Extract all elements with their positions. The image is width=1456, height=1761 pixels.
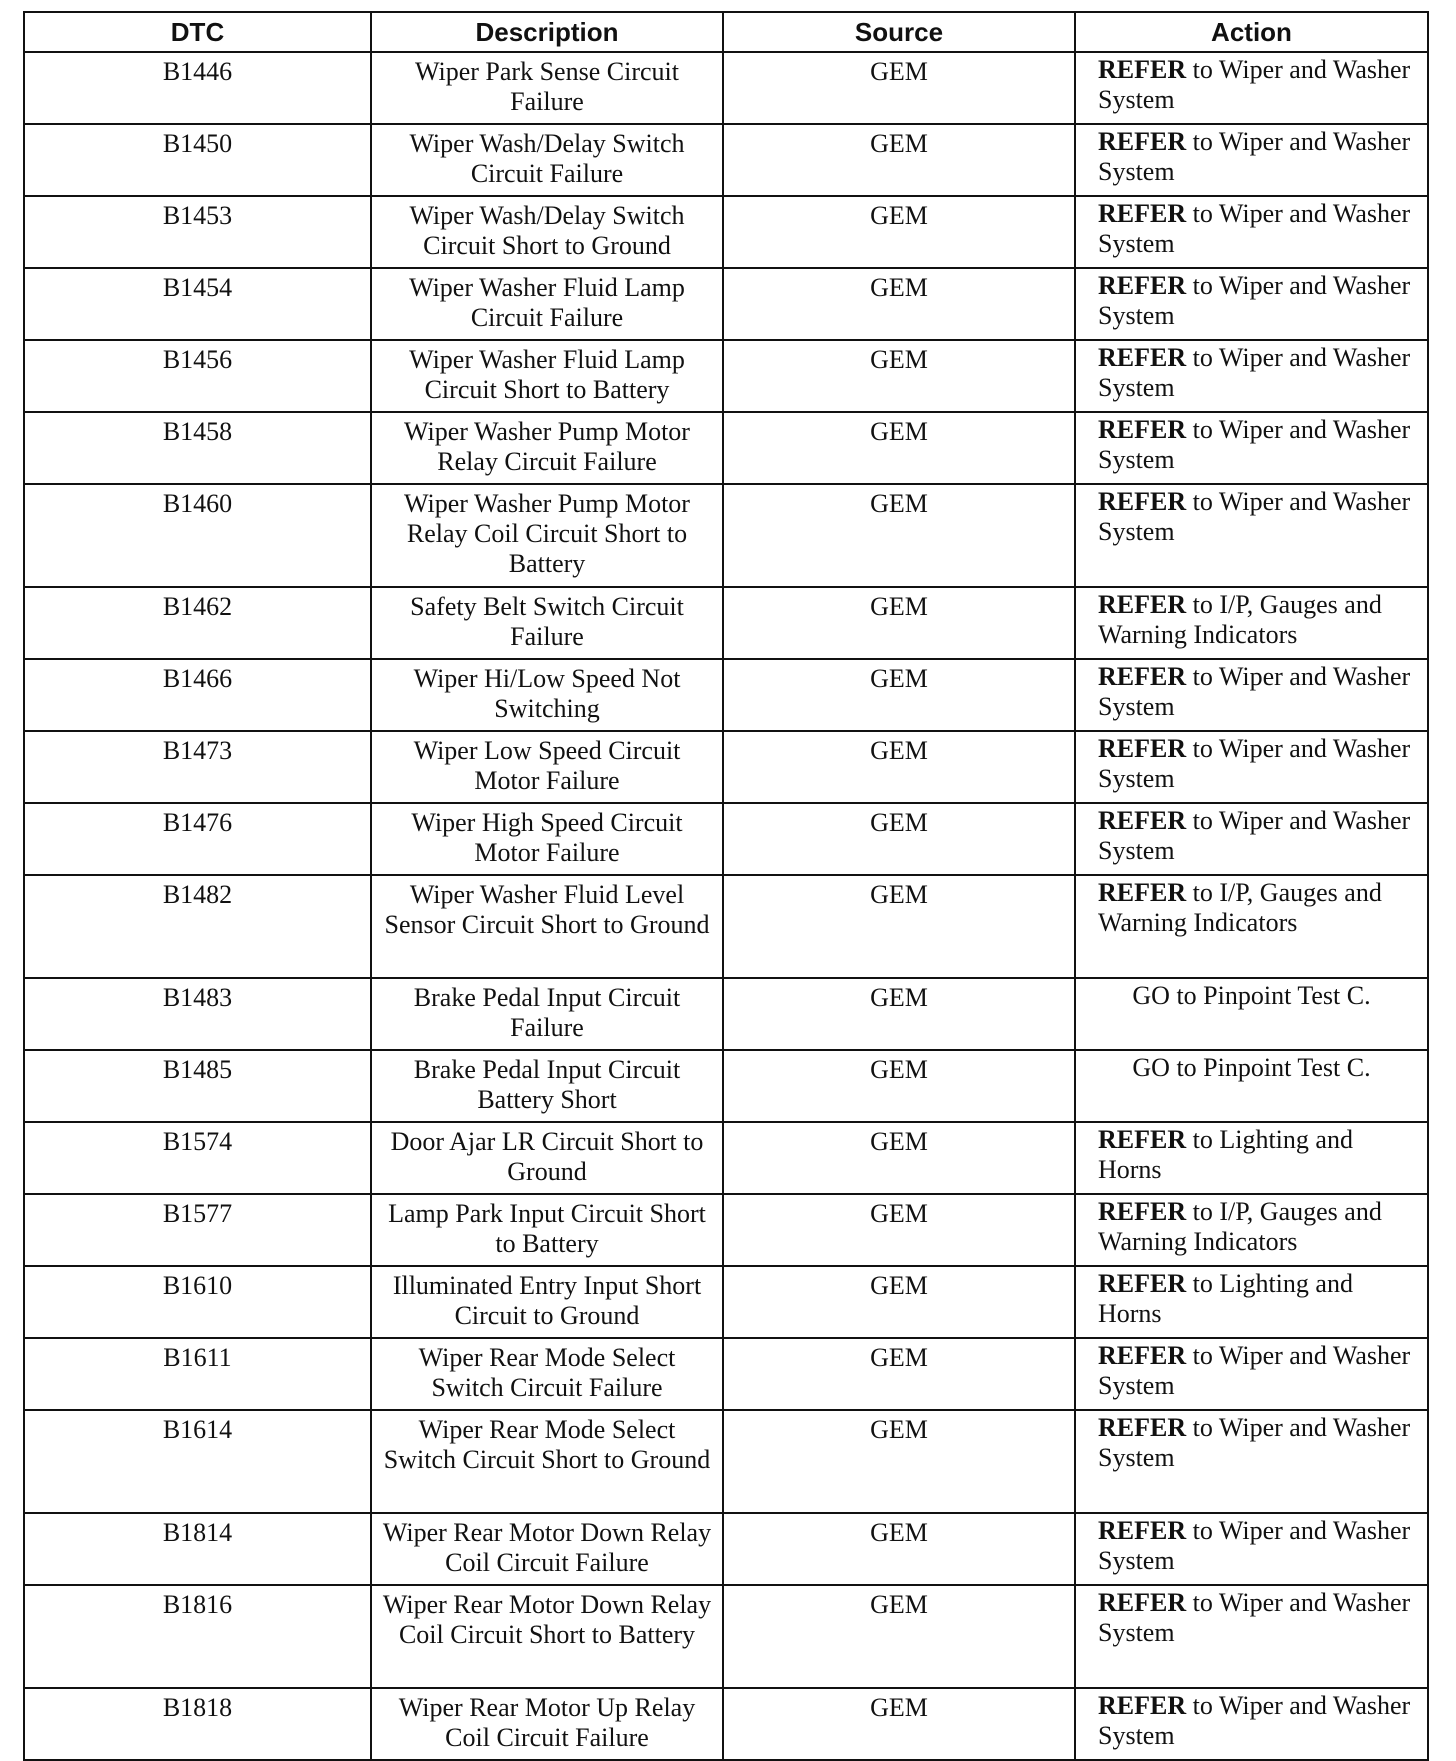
action-rest: to Wiper and Washer System (1098, 806, 1411, 865)
cell-description: Brake Pedal Input Circuit Battery Short (371, 1050, 723, 1122)
cell-description: Door Ajar LR Circuit Short to Ground (371, 1122, 723, 1194)
cell-dtc: B1577 (24, 1194, 371, 1266)
table-row (24, 484, 1428, 587)
action-rest: to Pinpoint Test C. (1169, 981, 1371, 1010)
cell-dtc: B1458 (24, 412, 371, 484)
cell-action (1075, 1410, 1428, 1513)
action-lead: REFER (1098, 199, 1187, 228)
action-lead: REFER (1098, 1125, 1187, 1154)
action-rest: to Wiper and Washer System (1098, 1691, 1411, 1750)
action-rest: to Wiper and Washer System (1098, 734, 1411, 793)
cell-dtc: B1456 (24, 340, 371, 412)
table-row (24, 1194, 1428, 1266)
cell-dtc: B1483 (24, 978, 371, 1050)
table-body (24, 52, 1428, 1760)
action-rest: to I/P, Gauges and Warning Indicators (1098, 878, 1382, 937)
action-lead: REFER (1098, 1413, 1187, 1442)
action-rest: to Wiper and Washer System (1098, 271, 1411, 330)
action-lead: REFER (1098, 734, 1187, 763)
action-rest: to Wiper and Washer System (1098, 1413, 1411, 1472)
cell-dtc: B1574 (24, 1122, 371, 1194)
cell-source: GEM (723, 1688, 1075, 1760)
action-lead: REFER (1098, 1691, 1187, 1720)
action-rest: to Wiper and Washer System (1098, 1516, 1411, 1575)
cell-action (1075, 978, 1428, 1050)
action-rest: to Wiper and Washer System (1098, 1588, 1411, 1647)
header-row (24, 12, 1428, 52)
table-row (24, 268, 1428, 340)
cell-action (1075, 1194, 1428, 1266)
cell-dtc: B1454 (24, 268, 371, 340)
cell-source: GEM (723, 412, 1075, 484)
cell-source: GEM (723, 587, 1075, 659)
cell-dtc: B1485 (24, 1050, 371, 1122)
cell-action (1075, 1266, 1428, 1338)
table-row (24, 659, 1428, 731)
cell-dtc: B1814 (24, 1513, 371, 1585)
cell-source: GEM (723, 196, 1075, 268)
cell-dtc: B1611 (24, 1338, 371, 1410)
action-lead: REFER (1098, 343, 1187, 372)
cell-dtc: B1466 (24, 659, 371, 731)
cell-description: Wiper Rear Mode Select Switch Circuit Failure (371, 1338, 723, 1410)
table-row (24, 52, 1428, 124)
action-rest: to Wiper and Washer System (1098, 662, 1411, 721)
action-lead: GO (1132, 981, 1170, 1010)
action-lead: REFER (1098, 1269, 1187, 1298)
cell-dtc: B1473 (24, 731, 371, 803)
table-row (24, 1585, 1428, 1688)
header-dtc: DTC (24, 12, 371, 52)
cell-source: GEM (723, 484, 1075, 587)
table-row (24, 1122, 1428, 1194)
action-lead: REFER (1098, 1197, 1187, 1226)
table-row (24, 1050, 1428, 1122)
cell-action (1075, 52, 1428, 124)
cell-action (1075, 659, 1428, 731)
cell-description: Wiper Washer Fluid Level Sensor Circuit Short to Ground (371, 875, 723, 978)
action-rest: to Wiper and Washer System (1098, 343, 1411, 402)
action-rest: to I/P, Gauges and Warning Indicators (1098, 1197, 1382, 1256)
action-rest: to I/P, Gauges and Warning Indicators (1098, 590, 1382, 649)
cell-source: GEM (723, 1513, 1075, 1585)
action-rest: to Wiper and Washer System (1098, 199, 1411, 258)
cell-dtc: B1462 (24, 587, 371, 659)
cell-source: GEM (723, 1585, 1075, 1688)
action-lead: REFER (1098, 590, 1187, 619)
header-source: Source (723, 12, 1075, 52)
cell-dtc: B1816 (24, 1585, 371, 1688)
action-lead: REFER (1098, 662, 1187, 691)
action-lead: REFER (1098, 1516, 1187, 1545)
action-lead: REFER (1098, 487, 1187, 516)
header-description: Description (371, 12, 723, 52)
cell-description: Wiper Washer Fluid Lamp Circuit Failure (371, 268, 723, 340)
cell-action (1075, 340, 1428, 412)
action-lead: REFER (1098, 415, 1187, 444)
action-lead: REFER (1098, 127, 1187, 156)
action-rest: to Lighting and Horns (1098, 1269, 1353, 1328)
cell-action (1075, 1122, 1428, 1194)
cell-description: Wiper Washer Pump Motor Relay Circuit Failure (371, 412, 723, 484)
cell-source: GEM (723, 1410, 1075, 1513)
table-row (24, 124, 1428, 196)
action-lead: REFER (1098, 55, 1187, 84)
cell-action (1075, 484, 1428, 587)
action-lead: GO (1132, 1053, 1170, 1082)
cell-source: GEM (723, 340, 1075, 412)
table-row (24, 1338, 1428, 1410)
cell-description: Wiper Washer Pump Motor Relay Coil Circuit Short to Battery (371, 484, 723, 587)
cell-action (1075, 1338, 1428, 1410)
cell-description: Brake Pedal Input Circuit Failure (371, 978, 723, 1050)
cell-description: Wiper Rear Motor Down Relay Coil Circuit Short to Battery (371, 1585, 723, 1688)
cell-dtc: B1610 (24, 1266, 371, 1338)
table-row (24, 587, 1428, 659)
action-lead: REFER (1098, 1341, 1187, 1370)
cell-description: Wiper Washer Fluid Lamp Circuit Short to Battery (371, 340, 723, 412)
cell-action (1075, 875, 1428, 978)
cell-source: GEM (723, 1194, 1075, 1266)
cell-dtc: B1482 (24, 875, 371, 978)
action-rest: to Wiper and Washer System (1098, 1341, 1411, 1400)
cell-description: Wiper Wash/Delay Switch Circuit Short to Ground (371, 196, 723, 268)
table-row (24, 1688, 1428, 1760)
header-action: Action (1075, 12, 1428, 52)
cell-description: Wiper Rear Motor Up Relay Coil Circuit Failure (371, 1688, 723, 1760)
cell-description: Wiper Low Speed Circuit Motor Failure (371, 731, 723, 803)
action-rest: to Lighting and Horns (1098, 1125, 1353, 1184)
cell-action (1075, 412, 1428, 484)
action-rest: to Wiper and Washer System (1098, 127, 1411, 186)
cell-dtc: B1614 (24, 1410, 371, 1513)
cell-action (1075, 731, 1428, 803)
cell-action (1075, 1688, 1428, 1760)
table-row (24, 1410, 1428, 1513)
table-row (24, 1513, 1428, 1585)
action-lead: REFER (1098, 1588, 1187, 1617)
action-rest: to Wiper and Washer System (1098, 55, 1411, 114)
cell-description: Wiper Rear Mode Select Switch Circuit Short to Ground (371, 1410, 723, 1513)
cell-dtc: B1450 (24, 124, 371, 196)
cell-action (1075, 803, 1428, 875)
cell-action (1075, 1513, 1428, 1585)
cell-source: GEM (723, 124, 1075, 196)
table-row (24, 731, 1428, 803)
cell-action (1075, 587, 1428, 659)
cell-source: GEM (723, 731, 1075, 803)
cell-action (1075, 1585, 1428, 1688)
cell-source: GEM (723, 659, 1075, 731)
cell-action (1075, 1050, 1428, 1122)
table-row (24, 978, 1428, 1050)
dtc-table (23, 11, 1429, 1761)
cell-description: Wiper High Speed Circuit Motor Failure (371, 803, 723, 875)
table-row (24, 340, 1428, 412)
cell-source: GEM (723, 1050, 1075, 1122)
cell-description: Wiper Hi/Low Speed Not Switching (371, 659, 723, 731)
cell-source: GEM (723, 803, 1075, 875)
table-row (24, 875, 1428, 978)
action-rest: to Wiper and Washer System (1098, 415, 1411, 474)
cell-dtc: B1476 (24, 803, 371, 875)
cell-description: Wiper Rear Motor Down Relay Coil Circuit Failure (371, 1513, 723, 1585)
action-rest: to Wiper and Washer System (1098, 487, 1411, 546)
cell-description: Wiper Wash/Delay Switch Circuit Failure (371, 124, 723, 196)
table-header (24, 12, 1428, 52)
action-lead: REFER (1098, 806, 1187, 835)
cell-dtc: B1446 (24, 52, 371, 124)
cell-source: GEM (723, 1122, 1075, 1194)
cell-source: GEM (723, 52, 1075, 124)
table-row (24, 803, 1428, 875)
table-row (24, 1266, 1428, 1338)
table-row (24, 412, 1428, 484)
table-row (24, 196, 1428, 268)
cell-source: GEM (723, 978, 1075, 1050)
cell-description: Lamp Park Input Circuit Short to Battery (371, 1194, 723, 1266)
cell-action (1075, 268, 1428, 340)
action-lead: REFER (1098, 271, 1187, 300)
cell-action (1075, 196, 1428, 268)
cell-dtc: B1453 (24, 196, 371, 268)
cell-description: Wiper Park Sense Circuit Failure (371, 52, 723, 124)
cell-source: GEM (723, 1266, 1075, 1338)
cell-description: Safety Belt Switch Circuit Failure (371, 587, 723, 659)
cell-action (1075, 124, 1428, 196)
cell-dtc: B1460 (24, 484, 371, 587)
action-lead: REFER (1098, 878, 1187, 907)
cell-source: GEM (723, 1338, 1075, 1410)
cell-source: GEM (723, 875, 1075, 978)
cell-source: GEM (723, 268, 1075, 340)
action-rest: to Pinpoint Test C. (1169, 1053, 1371, 1082)
cell-dtc: B1818 (24, 1688, 371, 1760)
cell-description: Illuminated Entry Input Short Circuit to Ground (371, 1266, 723, 1338)
